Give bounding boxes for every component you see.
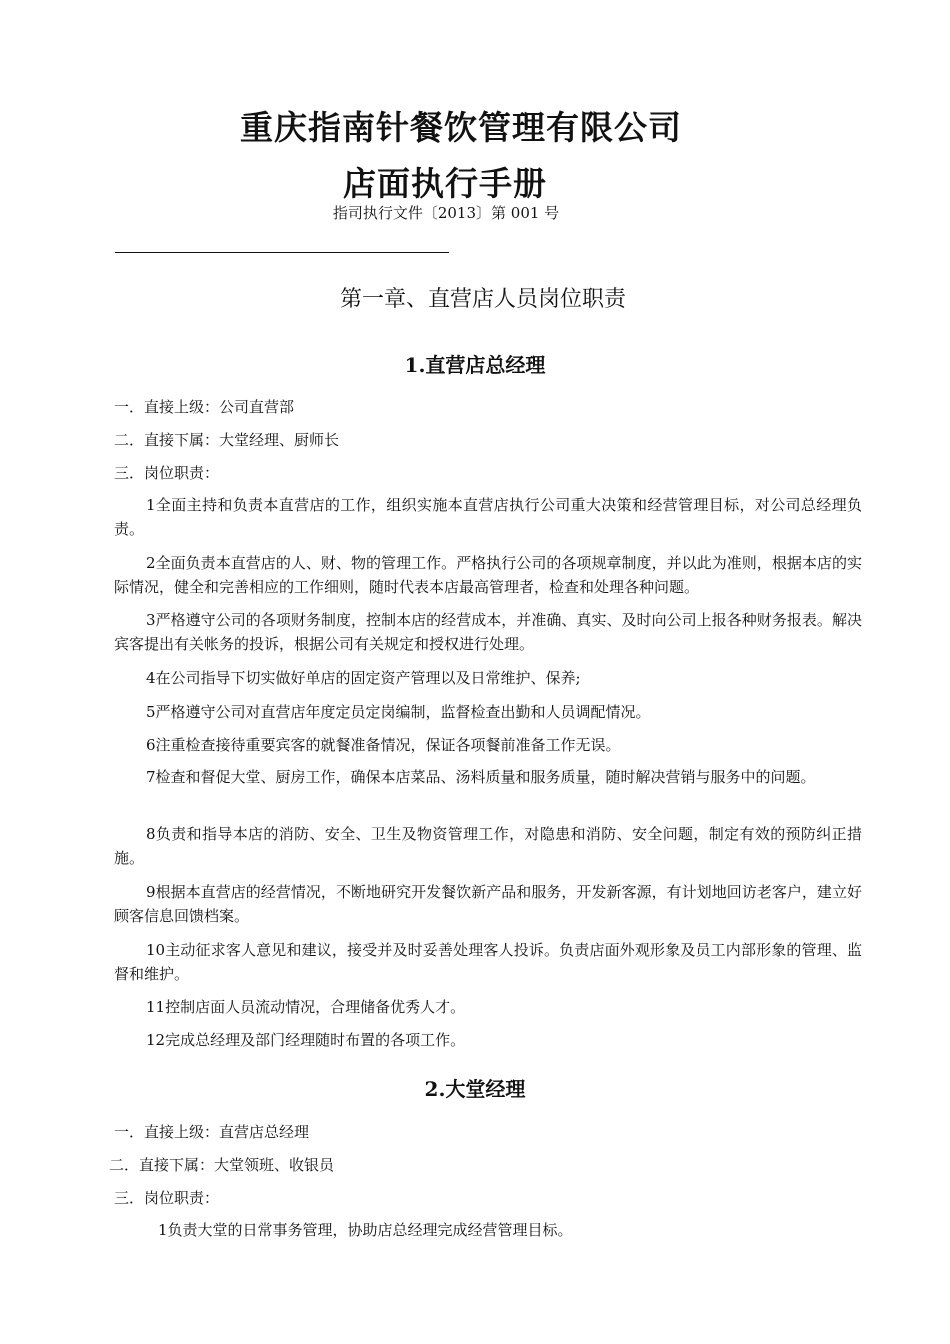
duty-item: 12完成总经理及部门经理随时布置的各项工作。 — [146, 1031, 466, 1049]
duty-item: 7检查和督促大堂、厨房工作，确保本店菜品、汤料质量和服务质量，随时解决营销与服务中的问题。 — [146, 768, 816, 786]
header-divider — [115, 252, 449, 253]
duty-item: 5严格遵守公司对直营店年度定员定岗编制，监督检查出勤和人员调配情况。 — [146, 703, 651, 721]
section-2-subordinate: 二．直接下属：大堂领班、收银员 — [109, 1156, 335, 1174]
section-2-duties-label: 三．岗位职责： — [114, 1189, 220, 1207]
duty-item: 9根据本直营店的经营情况，不断地研究开发餐饮新产品和服务，开发新客源，有计划地回访老客户，建立好顾客信息回馈档案。 — [114, 883, 862, 925]
duty-item: 1全面主持和负责本直营店的工作，组织实施本直营店执行公司重大决策和经营管理目标，对公司总经理负责。 — [114, 496, 862, 538]
document-title: 重庆指南针餐饮管理有限公司 — [240, 108, 682, 147]
section-2-superior: 一．直接上级：直营店总经理 — [114, 1123, 310, 1141]
section-2-title: 2.大堂经理 — [424, 1077, 526, 1101]
document-subtitle: 店面执行手册 — [343, 164, 547, 203]
duty-item: 10主动征求客人意见和建议，接受并及时妥善处理客人投诉。负责店面外观形象及员工内部形象的管理、监督和维护。 — [114, 941, 862, 983]
section-1-duties-label: 三．岗位职责： — [114, 464, 220, 482]
section-1-superior: 一．直接上级：公司直营部 — [114, 398, 295, 416]
duty-item: 2全面负责本直营店的人、财、物的管理工作。严格执行公司的各项规章制度，并以此为准则，根据本店的实际情况，健全和完善相应的工作细则，随时代表本店最高管理者，检查和处理各种问题。 — [114, 554, 862, 596]
duty-item: 1负责大堂的日常事务管理，协助店总经理完成经营管理目标。 — [158, 1221, 573, 1239]
section-1-subordinate: 二．直接下属：大堂经理、厨师长 — [114, 431, 340, 449]
section-1-title: 1.直营店总经理 — [404, 353, 546, 377]
duty-item: 3严格遵守公司的各项财务制度，控制本店的经营成本，并准确、真实、及时向公司上报各种财务报表。解决宾客提出有关帐务的投诉，根据公司有关规定和授权进行处理。 — [114, 611, 862, 653]
duty-item: 8负责和指导本店的消防、安全、卫生及物资管理工作，对隐患和消防、安全问题，制定有效的预防纠正措施。 — [114, 825, 862, 867]
duty-item: 11控制店面人员流动情况，合理储备优秀人才。 — [146, 998, 466, 1016]
duty-item: 4在公司指导下切实做好单店的固定资产管理以及日常维护、保养; — [146, 669, 581, 687]
chapter-title: 第一章、直营店人员岗位职责 — [339, 287, 626, 312]
document-number: 指司执行文件〔2013〕第 001 号 — [332, 204, 560, 222]
duty-item: 6注重检查接待重要宾客的就餐准备情况，保证各项餐前准备工作无误。 — [146, 736, 621, 754]
